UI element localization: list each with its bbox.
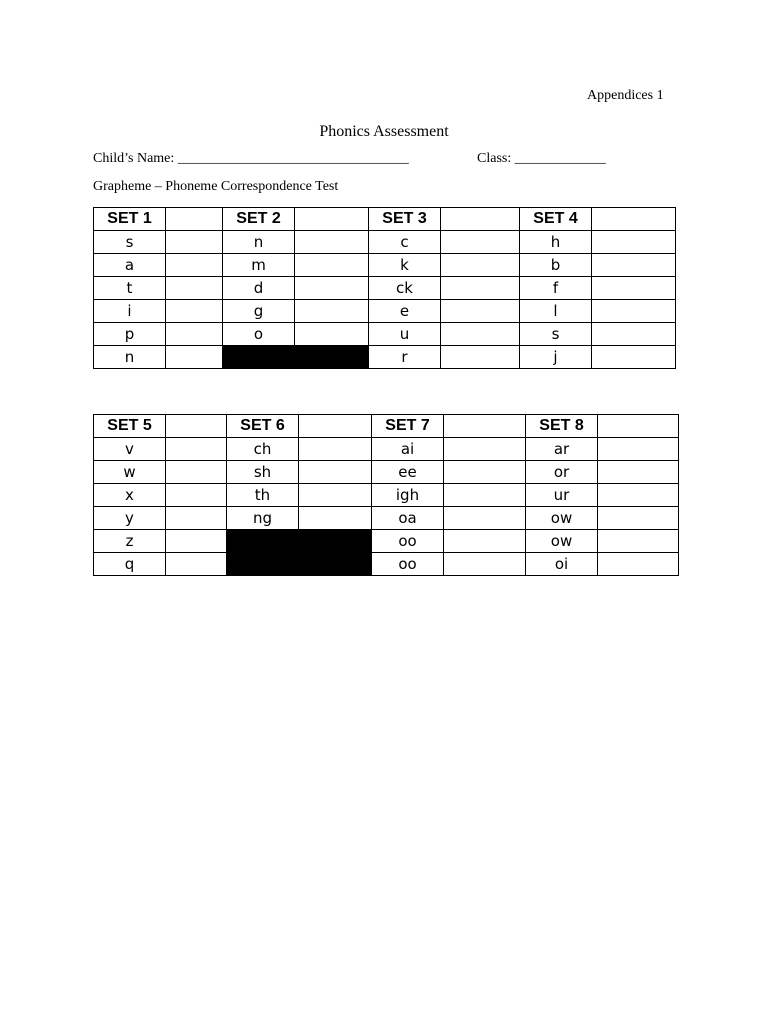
table-row [94, 323, 676, 346]
answer-cell [295, 208, 369, 231]
table-header-row [94, 208, 676, 231]
answer-cell [299, 507, 372, 530]
grapheme-cell: t [94, 277, 166, 300]
grapheme-cell: oo [372, 530, 444, 553]
answer-cell [598, 484, 679, 507]
answer-cell [299, 484, 372, 507]
answer-cell [295, 300, 369, 323]
grapheme-cell: th [227, 484, 299, 507]
table-row [94, 231, 676, 254]
answer-cell [166, 553, 227, 576]
answer-cell [166, 208, 223, 231]
answer-cell [295, 231, 369, 254]
grapheme-cell: h [520, 231, 592, 254]
table-row [94, 346, 676, 369]
set-4-header: SET 4 [520, 208, 592, 231]
grapheme-cell: z [94, 530, 166, 553]
answer-cell [444, 461, 526, 484]
grapheme-cell: or [526, 461, 598, 484]
answer-cell [592, 254, 676, 277]
set-5-header: SET 5 [94, 415, 166, 438]
answer-cell [166, 438, 227, 461]
grapheme-cell: s [520, 323, 592, 346]
answer-cell [166, 231, 223, 254]
grapheme-cell: q [94, 553, 166, 576]
grapheme-cell: e [369, 300, 441, 323]
grapheme-cell: oi [526, 553, 598, 576]
answer-cell [166, 415, 227, 438]
set-6-header: SET 6 [227, 415, 299, 438]
blacked-out-cell [227, 530, 372, 576]
answer-cell [598, 415, 679, 438]
answer-cell [166, 346, 223, 369]
answer-cell [166, 300, 223, 323]
answer-cell [444, 507, 526, 530]
grapheme-cell: ow [526, 507, 598, 530]
grapheme-cell: i [94, 300, 166, 323]
answer-cell [441, 231, 520, 254]
answer-cell [592, 208, 676, 231]
answer-cell [299, 461, 372, 484]
grapheme-cell: ee [372, 461, 444, 484]
table-row [94, 300, 676, 323]
answer-cell [295, 277, 369, 300]
table-row [94, 484, 679, 507]
grapheme-cell: g [223, 300, 295, 323]
answer-cell [166, 507, 227, 530]
grapheme-cell: ai [372, 438, 444, 461]
answer-cell [441, 277, 520, 300]
grapheme-cell: ow [526, 530, 598, 553]
answer-cell [598, 530, 679, 553]
grapheme-cell: c [369, 231, 441, 254]
answer-cell [444, 530, 526, 553]
answer-cell [441, 300, 520, 323]
grapheme-cell: x [94, 484, 166, 507]
grapheme-cell: ch [227, 438, 299, 461]
answer-cell [441, 208, 520, 231]
answer-cell [299, 438, 372, 461]
table-row [94, 254, 676, 277]
set-2-header: SET 2 [223, 208, 295, 231]
sets-table-1 [93, 207, 676, 369]
grapheme-cell: f [520, 277, 592, 300]
grapheme-cell: w [94, 461, 166, 484]
answer-cell [444, 438, 526, 461]
grapheme-cell: oo [372, 553, 444, 576]
grapheme-cell: o [223, 323, 295, 346]
grapheme-cell: l [520, 300, 592, 323]
table-row [94, 553, 679, 576]
set-3-header: SET 3 [369, 208, 441, 231]
answer-cell [598, 438, 679, 461]
grapheme-cell: igh [372, 484, 444, 507]
table-row [94, 530, 679, 553]
answer-cell [592, 346, 676, 369]
answer-cell [598, 553, 679, 576]
answer-cell [598, 507, 679, 530]
appendix-label: Appendices 1 [587, 88, 664, 103]
table-header-row [94, 415, 679, 438]
grapheme-cell: p [94, 323, 166, 346]
answer-cell [444, 553, 526, 576]
blacked-out-cell [223, 346, 369, 369]
grapheme-cell: ng [227, 507, 299, 530]
answer-cell [444, 415, 526, 438]
grapheme-cell: n [94, 346, 166, 369]
grapheme-cell: ar [526, 438, 598, 461]
grapheme-cell: m [223, 254, 295, 277]
table-row [94, 438, 679, 461]
answer-cell [166, 323, 223, 346]
grapheme-cell: n [223, 231, 295, 254]
test-subtitle: Grapheme – Phoneme Correspondence Test [93, 179, 339, 194]
answer-cell [295, 323, 369, 346]
grapheme-cell: ur [526, 484, 598, 507]
answer-cell [444, 484, 526, 507]
grapheme-cell: s [94, 231, 166, 254]
set-1-header: SET 1 [94, 208, 166, 231]
set-7-header: SET 7 [372, 415, 444, 438]
answer-cell [592, 277, 676, 300]
answer-cell [166, 461, 227, 484]
grapheme-cell: u [369, 323, 441, 346]
answer-cell [295, 254, 369, 277]
grapheme-cell: a [94, 254, 166, 277]
grapheme-cell: k [369, 254, 441, 277]
grapheme-cell: y [94, 507, 166, 530]
set-8-header: SET 8 [526, 415, 598, 438]
page-title: Phonics Assessment [319, 123, 449, 140]
answer-cell [166, 484, 227, 507]
table-row [94, 277, 676, 300]
grapheme-cell: d [223, 277, 295, 300]
answer-cell [592, 231, 676, 254]
grapheme-cell: j [520, 346, 592, 369]
answer-cell [299, 415, 372, 438]
answer-cell [592, 323, 676, 346]
grapheme-cell: v [94, 438, 166, 461]
answer-cell [166, 277, 223, 300]
answer-cell [441, 346, 520, 369]
table-row [94, 507, 679, 530]
answer-cell [441, 323, 520, 346]
sets-table-2 [93, 414, 679, 576]
grapheme-cell: sh [227, 461, 299, 484]
class-field: Class: _____________ [477, 151, 606, 166]
child-name-field: Child’s Name: _________________________________ [93, 151, 409, 166]
grapheme-cell: oa [372, 507, 444, 530]
answer-cell [441, 254, 520, 277]
answer-cell [166, 530, 227, 553]
answer-cell [166, 254, 223, 277]
answer-cell [592, 300, 676, 323]
answer-cell [598, 461, 679, 484]
grapheme-cell: r [369, 346, 441, 369]
grapheme-cell: b [520, 254, 592, 277]
grapheme-cell: ck [369, 277, 441, 300]
table-row [94, 461, 679, 484]
